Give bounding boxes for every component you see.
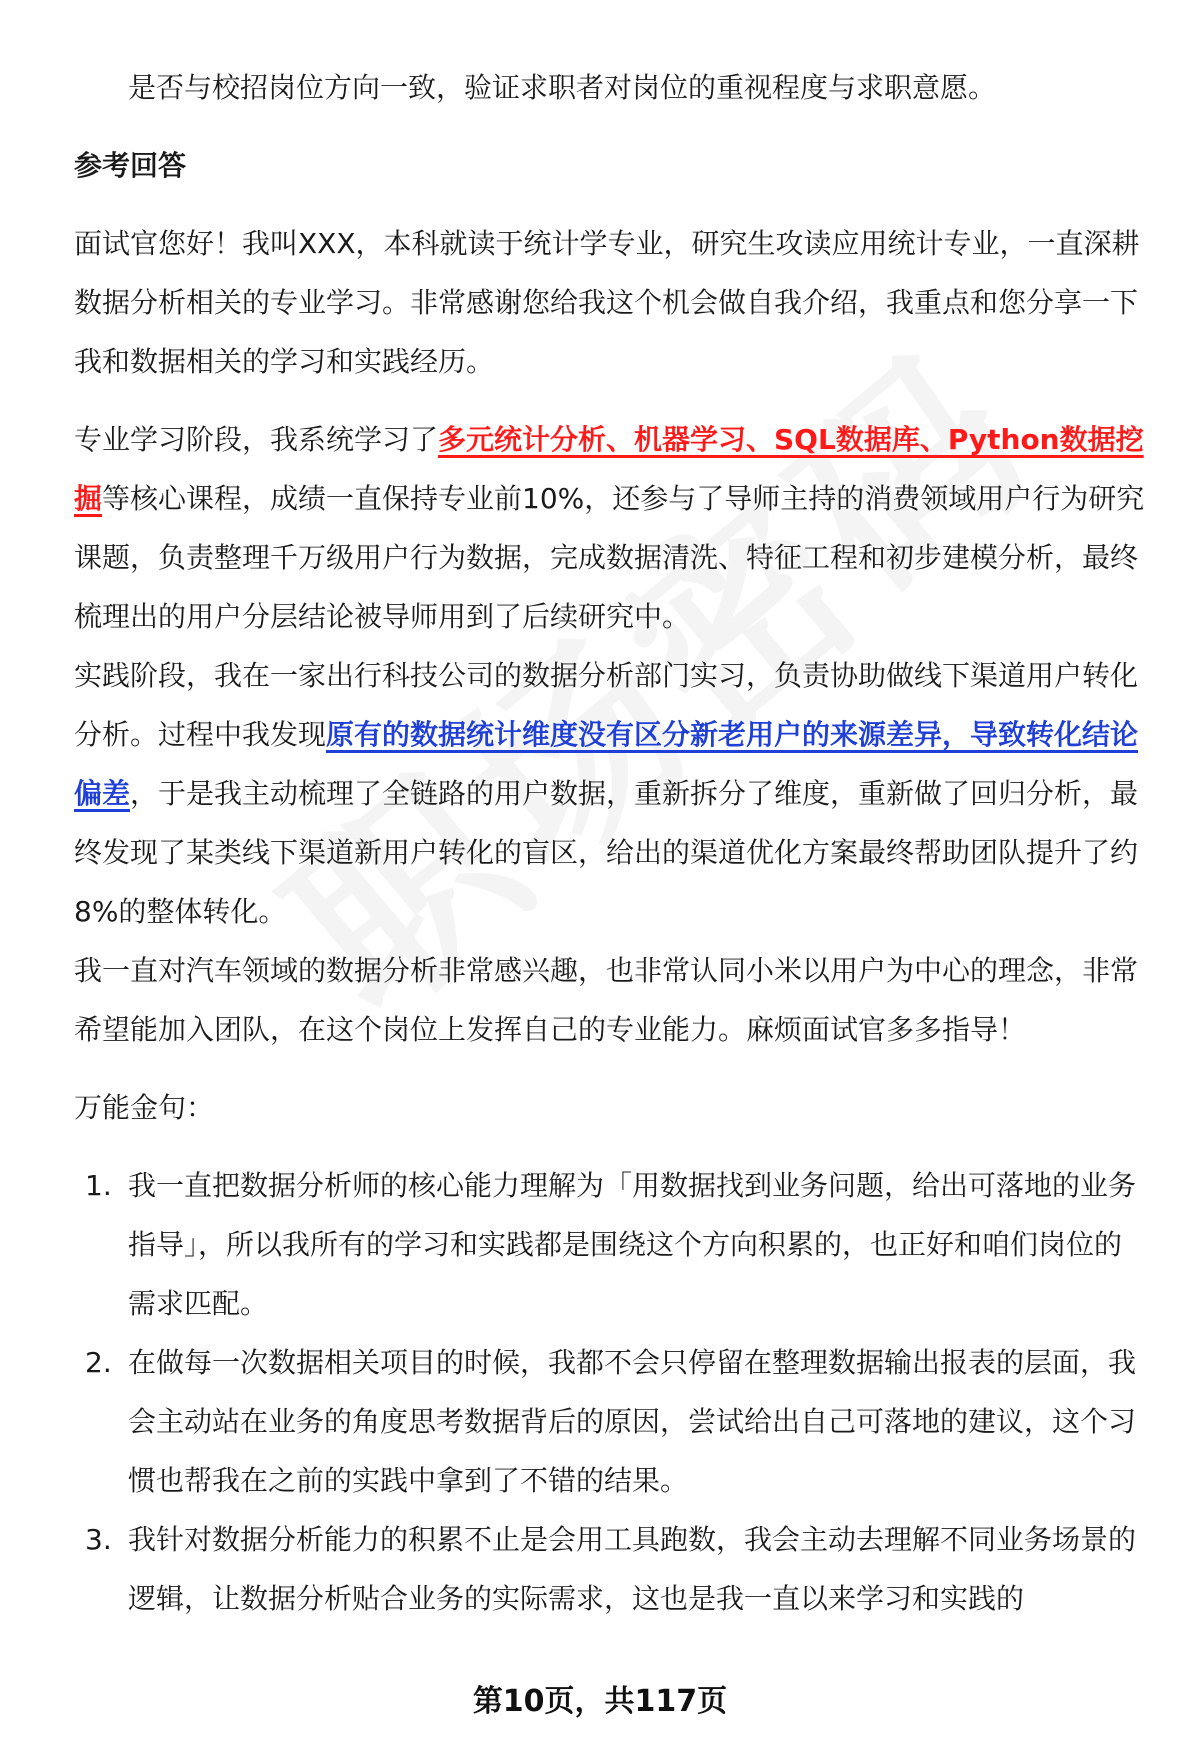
practice-text-after: ，于是我主动梳理了全链路的用户数据，重新拆分了维度，重新做了回归分析，最终发现了某类线下渠道新用户转化的盲区，给出的渠道优化方案最终帮助团队提升了约8%的整体转化。 xyxy=(74,777,1139,928)
practice-highlight: 原有的数据统计维度没有区分新老用户的来源差异，导致转化结论偏差 xyxy=(74,718,1139,810)
practice-text-before: 实践阶段，我在一家出行科技公司的数据分析部门实习，负责协助做线下渠道用户转化分析。过程中我发现 xyxy=(74,659,1139,751)
list-item-number: 2. xyxy=(85,1346,112,1379)
study-text-after: 等核心课程，成绩一直保持专业前10%，还参与了导师主持的消费领域用户行为研究课题，负责整理千万级用户行为数据，完成数据清洗、特征工程和初步建模分析，最终梳理出的用户分层结论被导师用到了后续研究中。 xyxy=(74,482,1145,633)
study-highlight: 多元统计分析、机器学习、SQL数据库、Python数据挖掘 xyxy=(74,423,1144,515)
page-footer: 第10页，共117页 xyxy=(472,1684,728,1719)
golden-sentences-label: 万能金句： xyxy=(74,1091,215,1124)
list-item xyxy=(74,1333,1146,1510)
list-item-text: 在做每一次数据相关项目的时候，我都不会只停留在整理数据输出报表的层面，我会主动站在业务的角度思考数据背后的原因，尝试给出自己可落地的建议，这个习惯也帮我在之前的实践中拿到了不错的结果。 xyxy=(128,1346,1137,1497)
study-text-before: 专业学习阶段，我系统学习了 xyxy=(74,423,439,456)
list-item xyxy=(74,1510,1146,1628)
intro-line: 是否与校招岗位方向一致，验证求职者对岗位的重视程度与求职意愿。 xyxy=(128,71,997,104)
list-item-text: 我针对数据分析能力的积累不止是会用工具跑数，我会主动去理解不同业务场景的逻辑，让数据分析贴合业务的实际需求，这也是我一直以来学习和实践的 xyxy=(128,1523,1137,1615)
paragraph-practice xyxy=(74,646,1146,941)
golden-sentences-list xyxy=(74,1156,1146,1628)
paragraph-closing: 我一直对汽车领域的数据分析非常感兴趣，也非常认同小米以用户为中心的理念，非常希望能加入团队，在这个岗位上发挥自己的专业能力。麻烦面试官多多指导！ xyxy=(74,954,1139,1046)
list-item-number: 1. xyxy=(85,1169,112,1202)
paragraph-study xyxy=(74,410,1146,646)
list-item-number: 3. xyxy=(85,1523,112,1556)
paragraph-greeting: 面试官您好！我叫XXX，本科就读于统计学专业，研究生攻读应用统计专业，一直深耕数据分析相关的专业学习。非常感谢您给我这个机会做自我介绍，我重点和您分享一下我和数据相关的学习和实践经历。 xyxy=(74,227,1140,378)
section-heading: 参考回答 xyxy=(74,149,187,182)
list-item xyxy=(74,1156,1146,1333)
list-item-text: 我一直把数据分析师的核心能力理解为「用数据找到业务问题，给出可落地的业务指导」，所以我所有的学习和实践都是围绕这个方向积累的，也正好和咱们岗位的需求匹配。 xyxy=(128,1169,1137,1320)
document-body xyxy=(74,58,1146,1628)
